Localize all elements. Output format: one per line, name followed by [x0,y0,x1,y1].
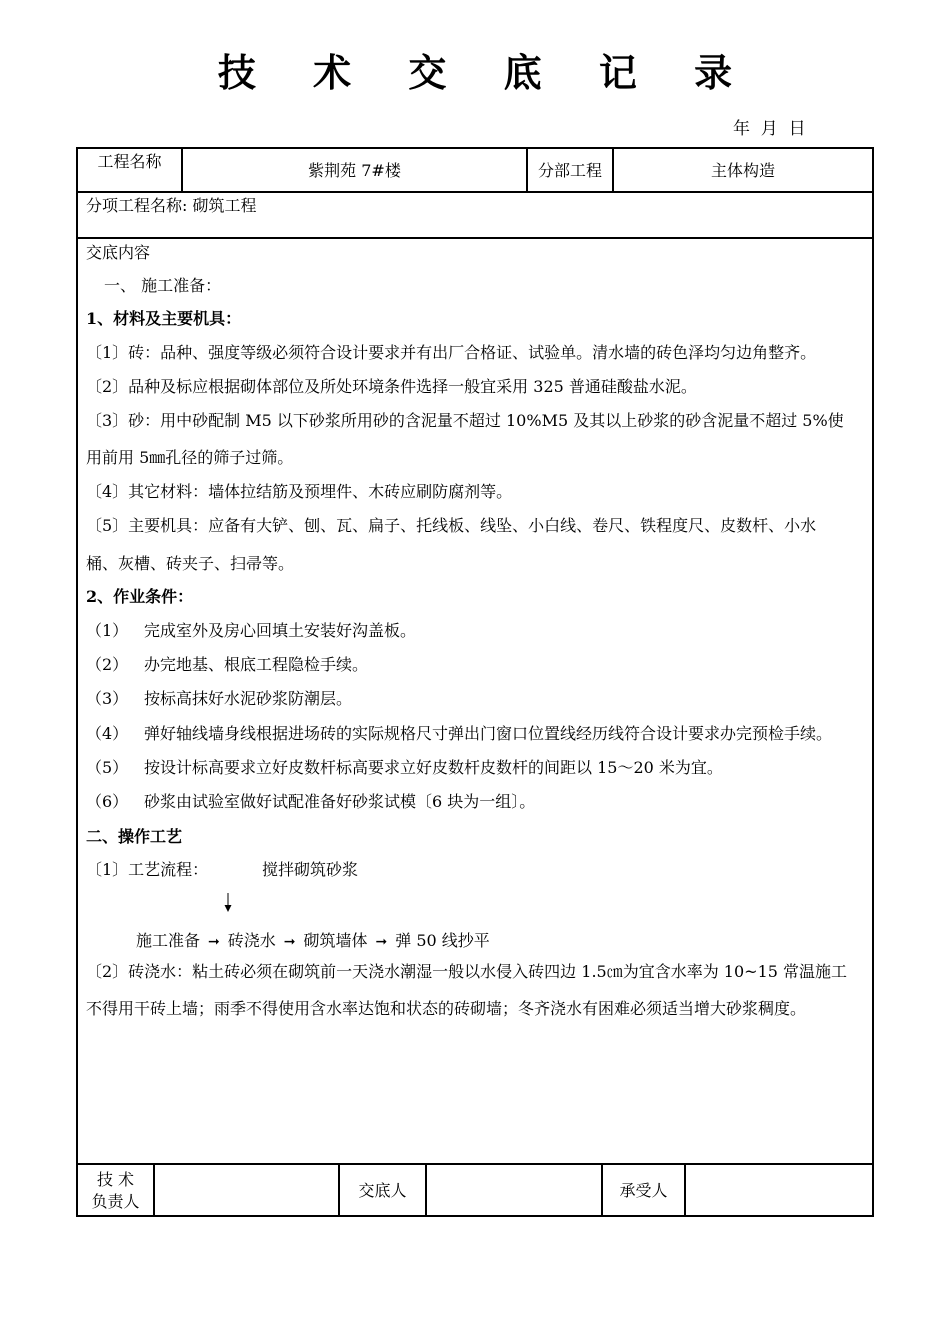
material-other: 〔4〕其它材料：墙体拉结筋及预埋件、木砖应刷防腐剂等。 [86,482,513,501]
material-tools-cont: 桶、灰槽、砖夹子、扫帚等。 [86,554,295,573]
brick-watering: 〔2〕砖浇水：粘土砖必须在砌筑前一天浇水潮湿一般以水侵入砖四边 1.5㎝为宜含水率为 10~15 常温施工 [86,962,848,981]
content-heading: 交底内容 [86,243,151,262]
tech-lead-label-line2: 负责人 [91,1192,140,1211]
condition-number: （4） [86,724,129,743]
material-brick: 〔1〕砖：品种、强度等级必须符合设计要求并有出厂合格证、试验单。清水墙的砖色泽均匀边角整齐。 [86,343,817,362]
receiver-label: 承受人 [619,1181,668,1200]
condition-text: 砂浆由试验室做好试配准备好砂浆试模〔6 块为一组〕。 [144,792,536,811]
tech-lead-label [78,1169,153,1213]
section-prep: 一、 施工准备： [104,276,222,295]
section-process: 二、操作工艺 [86,827,183,846]
process-flow-top-step: 搅拌砌筑砂浆 [262,860,359,879]
brick-watering-cont: 不得用干砖上墙；雨季不得使用含水率达饱和状态的砖砌墙；冬齐浇水有困难必须适当增大砂浆稠度。 [86,999,807,1018]
document-title: 技 术 交 底 记 录 [217,50,755,95]
down-arrow-icon [223,893,233,917]
condition-item [86,724,832,744]
date-field: 年 月 日 [733,119,806,139]
condition-text: 弹好轴线墙身线根据进场砖的实际规格尺寸弹出门窗口位置线经历线符合设计要求办完预检手续。 [144,724,833,743]
condition-text: 按设计标高要求立好皮数杆标高要求立好皮数杆皮数杆的间距以 15～20 米为宜。 [144,758,723,777]
material-cement: 〔2〕品种及标应根据砌体部位及所处环境条件选择一般宜采用 325 普通硅酸盐水泥。 [86,377,697,396]
condition-number: （5） [86,758,129,777]
right-arrow-icon: ➞ [283,934,296,950]
receiver-signature[interactable] [686,1165,872,1215]
condition-item [86,621,416,641]
flow-step: 弹 50 线抄平 [395,931,490,950]
flow-step: 施工准备 [136,931,201,950]
condition-item [86,689,352,709]
material-tools: 〔5〕主要机具：应备有大铲、刨、瓦、扁子、托线板、线坠、小白线、卷尺、铁程度尺、皮数杆、小水 [86,516,817,535]
condition-item [86,655,368,675]
process-flow-label: 〔1〕工艺流程： [86,860,209,879]
division-label: 分部工程 [537,161,602,180]
project-name-label: 工程名称 [97,152,162,171]
subsection-conditions: 2、作业条件： [86,587,194,606]
condition-item [86,758,723,778]
subitem-name: 分项工程名称: 砌筑工程 [86,196,257,215]
subsection-materials: 1、材料及主要机具： [86,309,242,328]
handover-person-label: 交底人 [358,1181,407,1200]
condition-number: （1） [86,621,129,640]
row-divider [76,237,874,239]
flow-step: 砖浇水 [227,931,276,950]
tech-lead-signature[interactable] [155,1165,338,1215]
right-arrow-icon: ➞ [375,934,388,950]
record-table [76,147,874,1217]
division-value: 主体构造 [710,161,775,180]
tech-lead-label-line1: 技 术 [96,1170,135,1189]
right-arrow-icon: ➞ [208,934,220,950]
condition-item [86,792,535,812]
condition-text: 办完地基、根底工程隐检手续。 [144,655,369,674]
material-sand-cont: 用前用 5㎜孔径的筛子过筛。 [86,448,294,467]
condition-number: （2） [86,655,129,674]
condition-number: （3） [86,689,129,708]
handover-person-signature[interactable] [427,1165,601,1215]
condition-number: （6） [86,792,129,811]
condition-text: 完成室外及房心回填土安装好沟盖板。 [144,621,417,640]
row-divider [76,191,874,193]
project-name-value: 紫荆苑 7#楼 [308,161,401,180]
material-sand: 〔3〕砂：用中砂配制 M5 以下砂浆所用砂的含泥量不超过 10%M5 及其以上砂浆的砂含泥量不超过 5%使 [86,411,844,430]
process-flow [136,928,490,951]
flow-step: 砌筑墙体 [303,931,368,950]
condition-text: 按标高抹好水泥砂浆防潮层。 [144,689,353,708]
